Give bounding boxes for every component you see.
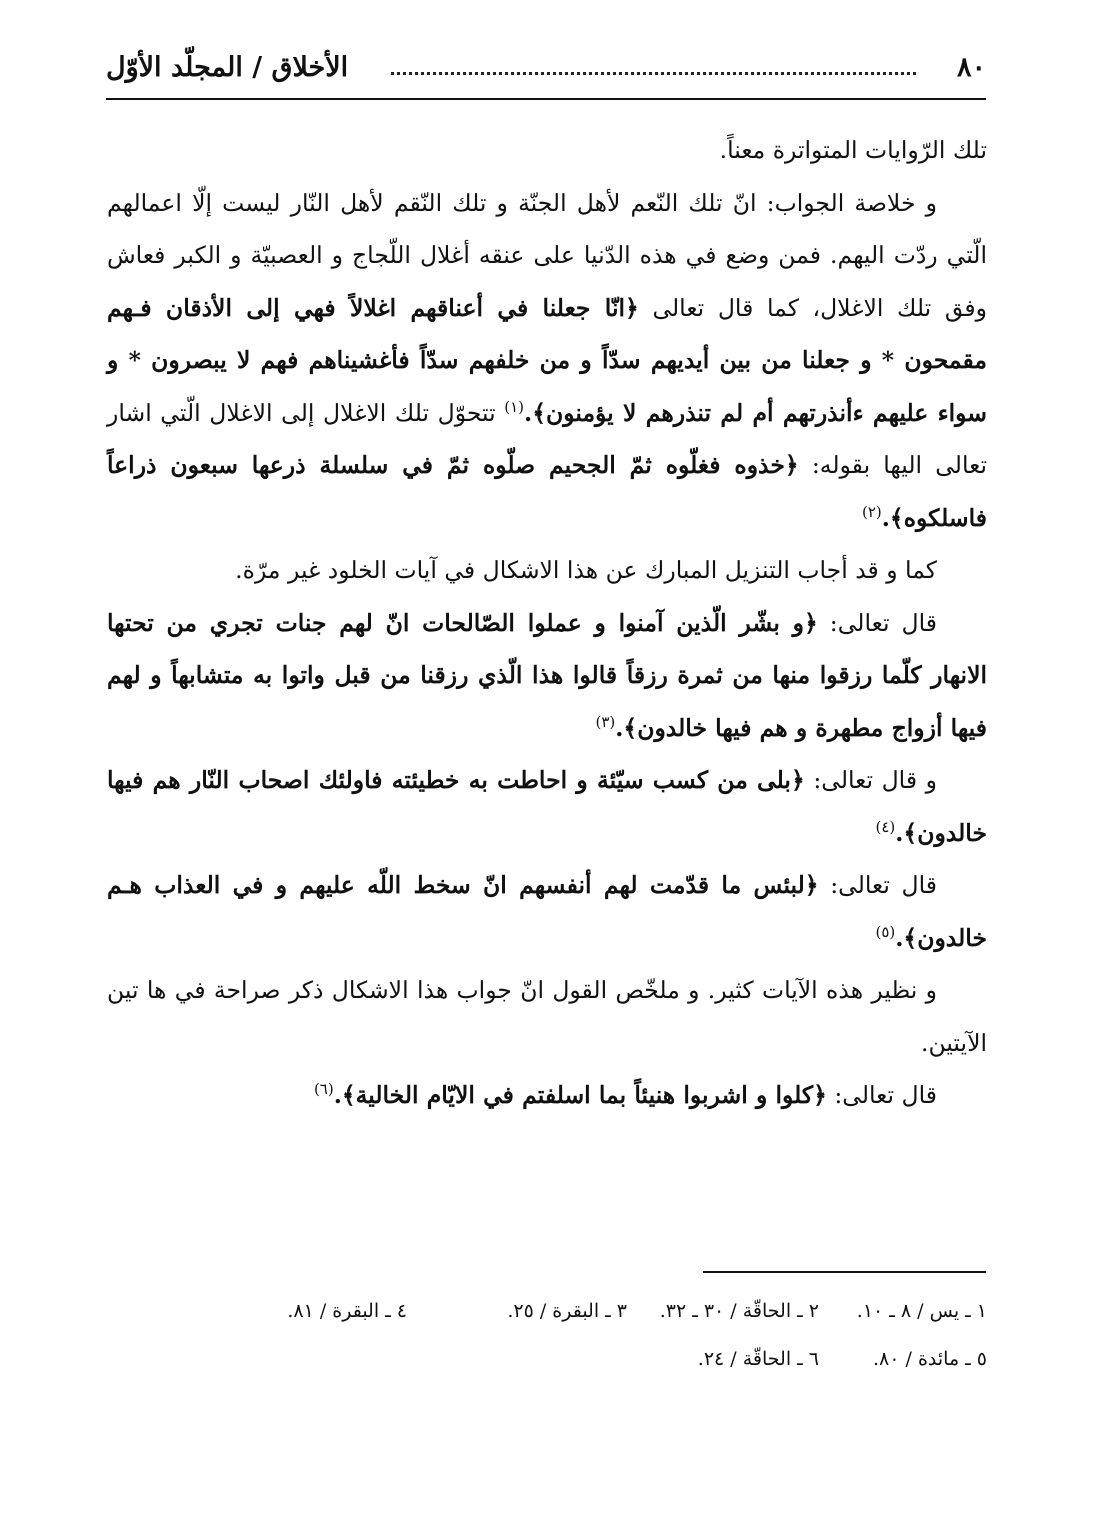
footnote-marker-3[interactable]: (٣) (595, 712, 616, 731)
paragraph-2-continuation: تتحوّل تلك الاغلال إلى الاغلال الّتي اشار تعالى اليها بقوله: (107, 398, 987, 479)
footnote-6: ٦ ـ الحاقّة / ٢٤. (697, 1348, 819, 1370)
paragraph-3-text: كما و قد أجاب التنزيل المبارك عن هذا الاشكال في آيات الخلود غير مرّة. (235, 556, 937, 584)
footnote-row-2 (107, 1348, 987, 1396)
paragraph-7 (107, 964, 987, 1069)
main-text (107, 124, 987, 1122)
quran-verse-1: ﴿انّا جعلنا في أعناقهم اغلالاً فهي إلى الأذقان فـهم مقمحون * و جعلنا من بين أيديهم سدّاً و من خلفهم سدّاً فأغشيناهم فهم لا يبصرون * و سواء عليهم ءأنذرتهم أم لم تنذرهم لا يؤمنون﴾. (107, 293, 987, 427)
paragraph-8-lead: قال تعالى: (834, 1081, 937, 1109)
quran-verse-2: ﴿خذوه فغلّوه ثمّ الجحيم صلّوه ثمّ في سلسلة ذرعها سبعون ذراعاً فاسلكوه﴾. (107, 451, 987, 532)
paragraph-7-text: و نظير هذه الآيات كثير. و ملخّص القول انّ جواب هذا الاشكال ذكر صراحة في ها تين الآيتين. (107, 976, 987, 1057)
quran-verse-4: ﴿بلى من كسب سيّئة و احاطت به خطيئته فاولئك اصحاب النّار هم فيها خالدون﴾. (107, 766, 987, 847)
paragraph-3 (107, 544, 987, 597)
paragraph-1 (107, 124, 987, 177)
paragraph-5 (107, 754, 987, 859)
footnote-separator (703, 1271, 986, 1273)
footnote-3: ٣ ـ البقرة / ٢٥. (507, 1300, 627, 1322)
paragraph-2 (107, 177, 987, 545)
footnote-marker-2[interactable]: (٢) (861, 502, 882, 521)
footnote-1: ١ ـ يس / ٨ ـ ١٠. (856, 1300, 987, 1322)
paragraph-2-text: و خلاصة الجواب: انّ تلك النّعم لأهل الجنّة و تلك النّقم لأهل النّار ليست إلّا اعمالهم الّتي ردّت اليهم. فمن وضع في هذه الدّنيا على عنقه أغلال اللّجاج و العصبيّة و الكبر فعاش وفق تلك الاغلال، كما قال تعالى (107, 188, 987, 322)
paragraph-8 (107, 1069, 987, 1122)
footnote-marker-5[interactable]: (٥) (875, 922, 896, 941)
paragraph-1-text: تلك الرّوايات المتواترة معناً. (719, 136, 987, 164)
quran-verse-6: ﴿كلوا و اشربوا هنيئاً بما اسلفتم في الايّام الخالية﴾. (333, 1081, 827, 1109)
footnote-marker-4[interactable]: (٤) (875, 817, 896, 836)
running-title: الأخلاق / المجلّد الأوّل (106, 52, 349, 83)
footnotes (107, 1300, 987, 1396)
paragraph-4-lead: قال تعالى: (829, 608, 937, 637)
quran-verse-3: ﴿و بشّر الّذين آمنوا و عملوا الصّالحات انّ لهم جنات تجري من تحتها الانهار كلّما رزقوا منها من ثمرة رزقاً قالوا هذا الّذي رزقنا من قبل واتوا به متشابهاً و لهم فيها أزواج مطهرة و هم فيها خالدون﴾. (107, 608, 987, 742)
paragraph-5-lead: و قال تعالى: (813, 766, 937, 794)
paragraph-6-lead: قال تعالى: (830, 871, 937, 899)
quran-verse-5: ﴿لبئس ما قدّمت لهم أنفسهم انّ سخط اللّه عليهم و في العذاب هـم خالدون﴾. (107, 871, 987, 952)
footnote-2: ٢ ـ الحاقّة / ٣٠ ـ ٣٢. (659, 1300, 819, 1322)
page-header (106, 52, 986, 96)
header-dot-leader (391, 72, 916, 75)
page-number: ٨٠ (956, 52, 986, 83)
paragraph-4 (107, 597, 987, 755)
footnote-row-1 (107, 1300, 987, 1348)
paragraph-6 (107, 859, 987, 964)
footnote-5: ٥ ـ مائدة / ٨٠. (873, 1348, 987, 1370)
footnote-marker-1[interactable]: (١) (504, 397, 525, 416)
header-rule (106, 98, 986, 100)
footnote-marker-6[interactable]: (٦) (313, 1080, 334, 1099)
footnote-4: ٤ ـ البقرة / ٨١. (287, 1300, 407, 1322)
